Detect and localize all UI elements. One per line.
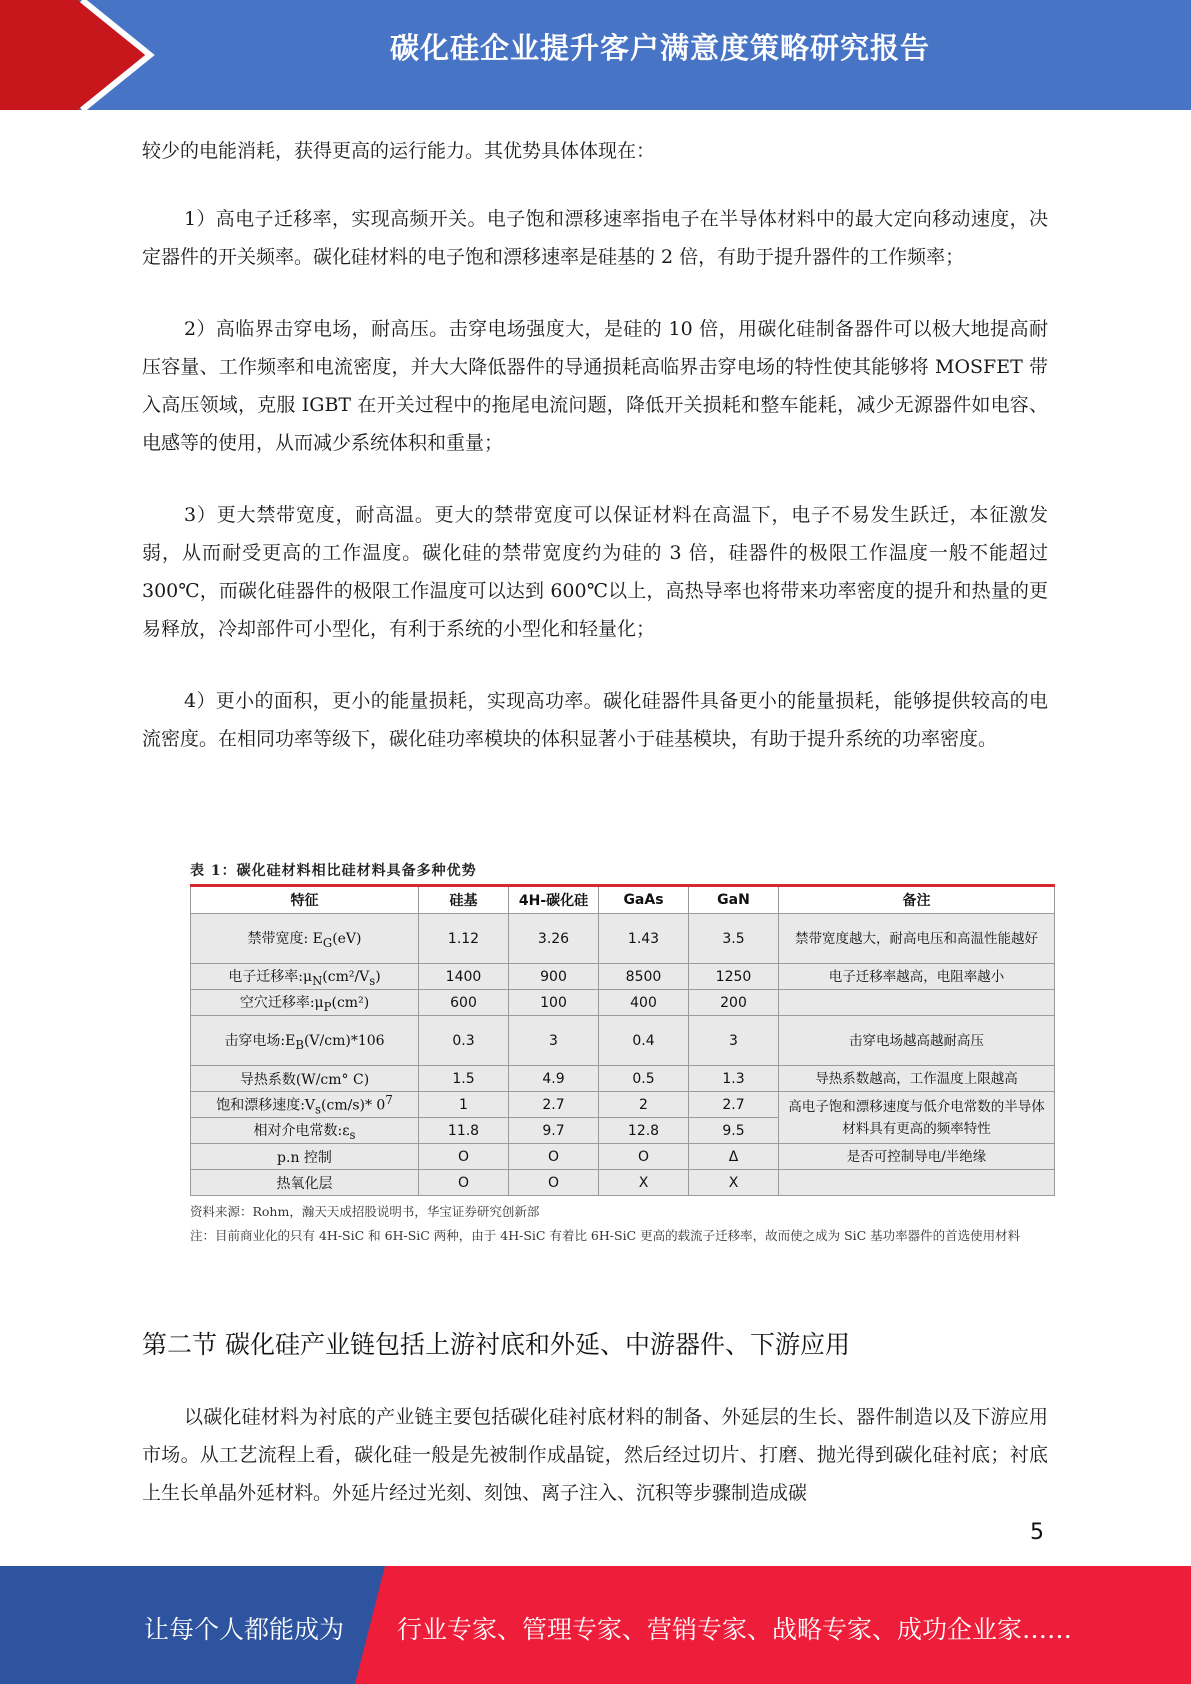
feature-cell: 电子迁移率$:\mu_N(cm^2/V_s)$ [191, 964, 419, 990]
header-cell: 备注 [779, 886, 1055, 914]
header-red-arrow [0, 0, 148, 110]
page-footer [0, 1566, 1191, 1684]
table-row [191, 1016, 1055, 1066]
value-cell: 1.12 [419, 914, 509, 964]
value-cell: O [509, 1170, 599, 1196]
value-cell: 12.8 [599, 1118, 689, 1144]
feature-cell: 热氧化层 [191, 1170, 419, 1196]
header-cell: GaN [689, 886, 779, 914]
table-caption: 表 1：碳化硅材料相比硅材料具备多种优势 [190, 863, 477, 879]
note-cell: 是否可控制导电/半绝缘 [779, 1144, 1055, 1170]
value-cell: 1.5 [419, 1066, 509, 1092]
value-cell: Δ [689, 1144, 779, 1170]
report-title: 碳化硅企业提升客户满意度策略研究报告 [389, 31, 930, 65]
value-cell: 2.7 [509, 1092, 599, 1118]
table-row [191, 1170, 1055, 1196]
paragraph-point-2: 2）高临界击穿电场，耐高压。击穿电场强度大，是硅的 10 倍，用碳化硅制备器件可以极大地提高耐压容量、工作频率和电流密度，并大大降低器件的导通损耗高临界击穿电场的特性使其能够将 MOSFET 带入高压领域，克服 IGBT 在开关过程中的拖尾电流问题，降低开关损耗和整车能耗，减少无源器件如电容、电感等的使用，从而减少系统体积和重量； [142, 318, 1048, 454]
note-cell: 电子迁移率越高，电阻率越小 [779, 964, 1055, 990]
header-cell: 硅基 [419, 886, 509, 914]
feature-cell: p.n 控制 [191, 1144, 419, 1170]
body-text [142, 132, 1048, 792]
table-footnote: 注：目前商业化的只有 4H-SiC 和 6H-SiC 两种，由于 4H-SiC 有着比 6H-SiC 更高的载流子迁移率，故而使之成为 SiC 基功率器件的首选使用材料 [190, 1228, 1021, 1243]
page-number: 5 [1030, 1520, 1044, 1545]
value-cell: 0.3 [419, 1016, 509, 1066]
value-cell: 3 [689, 1016, 779, 1066]
value-cell: 1.3 [689, 1066, 779, 1092]
value-cell: 100 [509, 990, 599, 1016]
value-cell: X [599, 1170, 689, 1196]
table-row [191, 1066, 1055, 1092]
value-cell: 900 [509, 964, 599, 990]
value-cell: 0.4 [599, 1016, 689, 1066]
value-cell: 1.43 [599, 914, 689, 964]
section-heading: 第二节 碳化硅产业链包括上游衬底和外延、中游器件、下游应用 [142, 1330, 850, 1359]
value-cell: O [509, 1144, 599, 1170]
table-source: 资料来源：Rohm，瀚天天成招股说明书，华宝证券研究创新部 [190, 1204, 540, 1219]
feature-cell: 相对介电常数$:\varepsilon_s$ [191, 1118, 419, 1144]
value-cell: 1 [419, 1092, 509, 1118]
value-cell: 200 [689, 990, 779, 1016]
value-cell: 0.5 [599, 1066, 689, 1092]
value-cell: 4.9 [509, 1066, 599, 1092]
paragraph-intro: 较少的电能消耗，获得更高的运行能力。其优势具体体现在： [142, 140, 656, 162]
note-cell: 高电子饱和漂移速度与低介电常数的半导体材料具有更高的频率特性 [779, 1092, 1055, 1144]
table-row [191, 964, 1055, 990]
feature-cell: 禁带宽度: $E_G(eV)$ [191, 914, 419, 964]
table-row [191, 914, 1055, 964]
table-row [191, 1092, 1055, 1118]
value-cell: 9.5 [689, 1118, 779, 1144]
value-cell: 600 [419, 990, 509, 1016]
value-cell: X [689, 1170, 779, 1196]
feature-cell: 空穴迁移率$:\mu_P(cm^2)$ [191, 990, 419, 1016]
table-header-row [191, 886, 1055, 914]
page-header [0, 0, 1191, 110]
note-cell [779, 1170, 1055, 1196]
paragraph-point-3: 3）更大禁带宽度，耐高温。更大的禁带宽度可以保证材料在高温下，电子不易发生跃迁，本征激发弱，从而耐受更高的工作温度。碳化硅的禁带宽度约为硅的 3 倍，硅器件的极限工作温度一般不能超过 300℃，而碳化硅器件的极限工作温度可以达到 600℃以上，高热导率也将带来功率密度的提升和热量的更易释放，冷却部件可小型化，有利于系统的小型化和轻量化； [142, 504, 1048, 640]
section-paragraph: 以碳化硅材料为衬底的产业链主要包括碳化硅衬底材料的制备、外延层的生长、器件制造以及下游应用市场。从工艺流程上看，碳化硅一般是先被制作成晶锭，然后经过切片、打磨、抛光得到碳化硅衬底；衬底上生长单晶外延材料。外延片经过光刻、刻蚀、离子注入、沉积等步骤制造成碳 [142, 1406, 1048, 1504]
paragraph-point-4: 4）更小的面积，更小的能量损耗，实现高功率。碳化硅器件具备更小的能量损耗，能够提供较高的电流密度。在相同功率等级下，碳化硅功率模块的体积显著小于硅基模块，有助于提升系统的功率密度。 [142, 690, 1048, 750]
note-cell: 击穿电场越高越耐高压 [779, 1016, 1055, 1066]
value-cell: 8500 [599, 964, 689, 990]
value-cell: 2.7 [689, 1092, 779, 1118]
value-cell: 3 [509, 1016, 599, 1066]
value-cell: 3.26 [509, 914, 599, 964]
note-cell [779, 990, 1055, 1016]
header-cell: GaAs [599, 886, 689, 914]
value-cell: 1400 [419, 964, 509, 990]
table-row [191, 1144, 1055, 1170]
value-cell: O [419, 1144, 509, 1170]
value-cell: 1250 [689, 964, 779, 990]
value-cell: 400 [599, 990, 689, 1016]
header-cell: 特征 [191, 886, 419, 914]
material-comparison-table [190, 884, 1055, 1196]
section-body [142, 1398, 1048, 1546]
value-cell: 2 [599, 1092, 689, 1118]
paragraph-point-1: 1）高电子迁移率，实现高频开关。电子饱和漂移速率指电子在半导体材料中的最大定向移动速度，决定器件的开关频率。碳化硅材料的电子饱和漂移速率是硅基的 2 倍，有助于提升器件的工作频率； [142, 208, 1048, 268]
feature-cell: 饱和漂移速度$:V_s(cm/s)*$ $0^7$ [191, 1092, 419, 1118]
value-cell: O [599, 1144, 689, 1170]
note-cell: 禁带宽度越大，耐高电压和高温性能越好 [779, 914, 1055, 964]
note-cell: 导热系数越高，工作温度上限越高 [779, 1066, 1055, 1092]
feature-cell: 导热系数(W/cm° C) [191, 1066, 419, 1092]
table-row [191, 990, 1055, 1016]
value-cell: 3.5 [689, 914, 779, 964]
header-cell: 4H-碳化硅 [509, 886, 599, 914]
feature-cell: 击穿电场$:E_B(V/cm)*106$ [191, 1016, 419, 1066]
table-figure [190, 858, 1054, 1248]
value-cell: 11.8 [419, 1118, 509, 1144]
footer-slogan-right: 行业专家、管理专家、营销专家、战略专家、成功企业家…… [397, 1615, 1073, 1644]
value-cell: O [419, 1170, 509, 1196]
value-cell: 9.7 [509, 1118, 599, 1144]
footer-slogan-left: 让每个人都能成为 [144, 1615, 345, 1644]
